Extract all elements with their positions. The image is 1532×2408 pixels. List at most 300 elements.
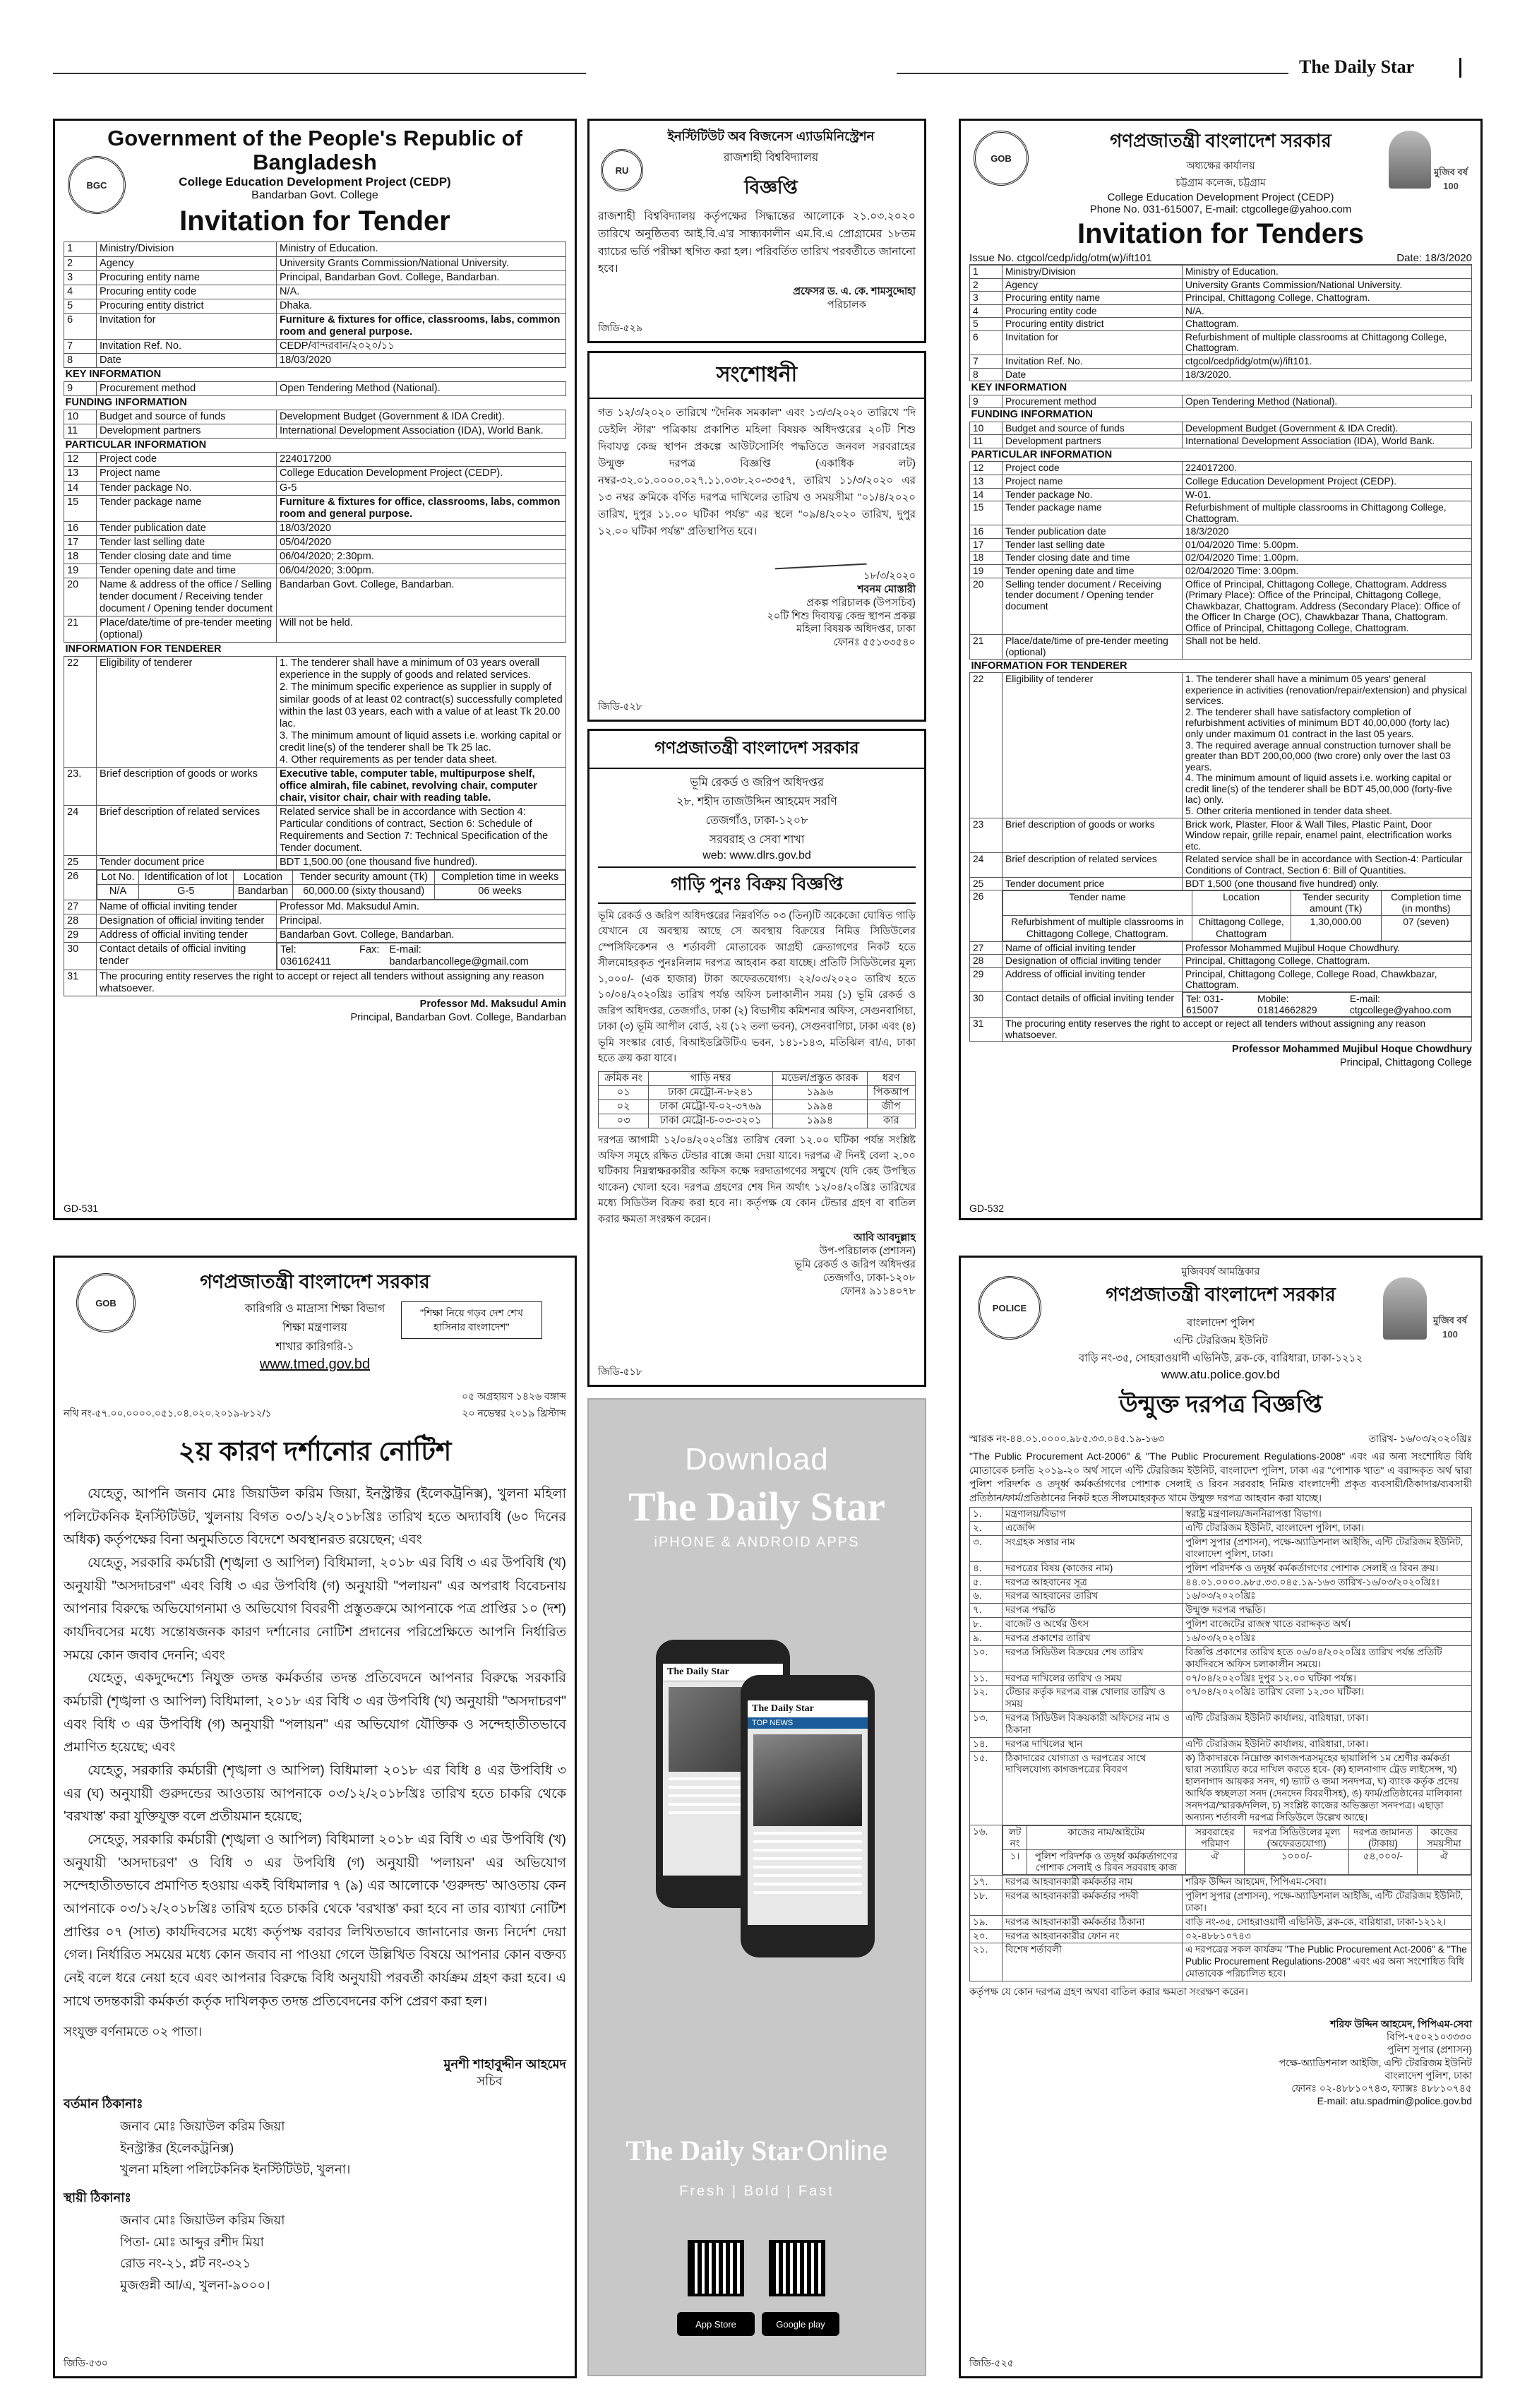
table-cell: শরিফ উদ্দিন আহমেদ, পিপিএম-সেবা। <box>1183 1876 1472 1890</box>
top-rule-left <box>53 73 586 74</box>
table-cell: এন্টি টেররিজম ইউনিট কার্যালয়, বারিধারা, ঢাকা। <box>1183 1712 1472 1738</box>
ad5-date: Date: 18/3/2020 <box>1396 252 1472 264</box>
table-cell: 5 <box>64 299 97 313</box>
table-cell: 20 <box>970 578 1003 635</box>
table-cell: 13 <box>64 467 97 481</box>
screen-right-photo <box>753 1734 862 1826</box>
vehicle-cell: ১৯৯৬ <box>773 1085 868 1099</box>
table-cell: Designation of official inviting tender <box>1003 955 1183 968</box>
table-row <box>970 1876 1472 1890</box>
table-cell: ৮. <box>970 1618 1003 1632</box>
table-row <box>970 1575 1472 1590</box>
table-cell: Related service shall be in accordance with Section-4: Particular Conditions of Contract, Section 6: Bill of Quantities. <box>1183 853 1472 877</box>
qr-code-android[interactable] <box>769 2240 825 2296</box>
ad5-college: চট্টগ্রাম কলেজ, চট্টগ্রাম <box>1175 177 1266 188</box>
table-cell: Tender package name <box>97 495 277 521</box>
table-row <box>970 955 1472 968</box>
table-cell: N/A. <box>1183 304 1472 318</box>
ad1-signer: Professor Md. Maksudul Amin <box>419 998 566 1010</box>
table-cell: Related service shall be in accordance with Section 4: Particular conditions of contract, Section 6: Schedule of Requirements and Section 7: Technical Specification of the Tender document. <box>277 806 566 856</box>
table-cell: Brick work, Plaster, Floor & Wall Tiles, Plastic Paint, Door Window repair, grille repair, enamel paint, electrification works etc. <box>1183 818 1472 853</box>
section-header <box>64 439 566 453</box>
table-row <box>64 942 566 970</box>
table-cell: ১৮. <box>970 1890 1003 1916</box>
table-cell: Principal, Bandarban Govt. College, Bandarban. <box>277 270 566 285</box>
table-cell: 06/04/2020; 2:30pm. <box>277 549 566 564</box>
ad1-college: Bandarban Govt. College <box>251 189 378 202</box>
table-cell: International Development Association (IDA), World Bank. <box>277 424 566 439</box>
table-cell: পুলিশ সুপার (প্রশাসন), পক্ষে-অ্যাডিশনাল আইজি, এন্টি টেররিজম ইউনিট, বাংলাদেশ পুলিশ, ঢাকা। <box>1183 1536 1472 1562</box>
table-cell: 22 <box>970 673 1003 818</box>
table-cell: Name & address of the office / Selling tender document / Receiving tender document / Opening tender document <box>97 578 277 616</box>
lot-head-cell: দরপত্র জামানত (টাকায়) <box>1349 1825 1418 1850</box>
vehicle-cell: ০৩ <box>599 1114 649 1128</box>
table-cell: College Education Development Project (CEDP). <box>277 467 566 481</box>
table-row <box>64 578 566 616</box>
lot-head-cell: Lot No. <box>97 871 139 885</box>
table-cell: 25 <box>970 877 1003 890</box>
table-row <box>64 424 566 439</box>
ad2-gd: জিডি-৫২৯ <box>598 322 642 333</box>
table-cell: Address of official inviting tender <box>1003 967 1183 991</box>
ad1-heading: Invitation for Tender <box>179 205 450 237</box>
table-row <box>970 1631 1472 1645</box>
table-row <box>64 914 566 928</box>
table-row <box>64 970 566 996</box>
table-cell: 10 <box>970 422 1003 435</box>
table-cell: Dhaka. <box>277 299 566 313</box>
table-cell: 17 <box>970 538 1003 552</box>
table-cell: Procurement method <box>97 382 277 396</box>
table-cell: Tender document price <box>1003 877 1183 890</box>
vehicle-cell: ঢাকা মেট্রো-চ-০৩-৩২০১ <box>649 1114 773 1128</box>
table-cell: 4 <box>970 304 1003 318</box>
ad-police-tender <box>959 1256 1483 2378</box>
table-cell: দরপত্র সিডিউল বিক্রয়ের শেষ তারিখ <box>1003 1645 1183 1671</box>
lot-cell: ১। <box>1003 1850 1027 1875</box>
table-cell: এন্টি টেররিজম ইউনিট কার্যালয়, বারিধারা, ঢাকা। <box>1183 1737 1472 1751</box>
section-header-cell: KEY INFORMATION <box>971 382 1067 394</box>
table-row <box>970 1618 1472 1632</box>
table-cell: Tender publication date <box>97 521 277 535</box>
ad6-heading: ২য় কারণ দর্শানোর নোটিশ <box>178 1437 452 1467</box>
table-cell: ১০. <box>970 1645 1003 1671</box>
lot-cell: ঐ <box>1185 1850 1245 1875</box>
table-cell: University Grants Commission/National University. <box>277 256 566 270</box>
table-cell: ০৭/০৪/২০২০খ্রিঃ দুপুর ১২.০০ ঘটিকা পর্যন্ত। <box>1183 1671 1472 1686</box>
table-cell: 24 <box>64 806 97 856</box>
lot-cell: 07 (seven) <box>1381 916 1471 941</box>
table-cell: ৬. <box>970 1590 1003 1604</box>
masthead-bar <box>1459 58 1461 78</box>
table-cell: 1 <box>64 242 97 256</box>
table-cell: ১৪. <box>970 1737 1003 1751</box>
table-cell: 8 <box>970 368 1003 381</box>
table-cell: Tender closing date and time <box>1003 552 1183 565</box>
section-header <box>64 368 566 382</box>
ad2-heading: বিজ্ঞপ্তি <box>744 177 798 198</box>
table-cell: Contact details of official inviting tender <box>1003 991 1183 1017</box>
table-cell: Open Tendering Method (National). <box>1183 395 1472 408</box>
contact-tel: Tel: 031-615007 <box>1186 993 1223 1015</box>
table-cell: 21 <box>64 616 97 643</box>
ad6-current-address <box>64 2116 566 2181</box>
ad6-signer-title: সচিব <box>477 2073 503 2088</box>
table-row <box>64 410 566 424</box>
table-cell: পুলিশ সুপার (প্রশাসন), পক্ষে-অ্যাডিশনাল আইজি, এন্টি টেররিজম ইউনিট, ঢাকা। <box>1183 1890 1472 1916</box>
ad2-univ: রাজশাহী বিশ্ববিদ্যালয় <box>723 152 819 164</box>
table-cell <box>1003 1825 1472 1876</box>
lot-head-cell: দরপত্র সিডিউলের মূল্য (অফেরতযোগ্য) <box>1245 1825 1349 1850</box>
notice-paragraph: যেহেতু, একদুদ্দেশ্যে নিযুক্ত তদন্ত কর্মকর্তার তদন্ত প্রতিবেদনে আপনার বিরুদ্ধে সরকারি কর্মচারী (শৃঙ্খলা ও আপিল) বিধিমালা, ২০১৮ এর বিধি ৩ এর উপবিধি (খ) অনুযায়ী "অসদাচরণ" এবং বিধি ৩ এর উপবিধি (গ) অনুযায়ী "পলায়ন" এর অভিযোগ যৌক্তিক ও সন্দেহাতীতভাবে প্রমাণিত হয়েছে; এবং <box>64 1671 566 1756</box>
table-row <box>64 564 566 578</box>
ad3-org2: মহিলা বিষয়ক অধিদপ্তর, ঢাকা <box>796 624 916 636</box>
phone-right-screen <box>748 1700 868 1925</box>
table-cell: Invitation Ref. No. <box>97 339 277 353</box>
table-cell: Procuring entity district <box>97 299 277 313</box>
table-row <box>64 806 566 856</box>
ad7-gd: জিডি-৫২৫ <box>969 2357 1014 2368</box>
address-line: মুজগুন্নী আ/এ, খুলনা-৯০০০। <box>120 2277 270 2292</box>
table-cell: Tender package name <box>1003 501 1183 525</box>
table-row <box>970 1686 1472 1712</box>
lot-head-cell: সরবরাহের পরিমাণ <box>1185 1825 1245 1850</box>
ad6-title: গণপ্রজাতন্ত্রী বাংলাদেশ সরকার <box>200 1271 430 1292</box>
table-row <box>970 488 1472 501</box>
table-cell: 9 <box>64 382 97 396</box>
eligibility-item: 1. The tenderer shall have a minimum 05 years' general experience in activities (renovation/repair/extension) and physical services. <box>1185 674 1467 707</box>
table-cell: Development Budget (Government & IDA Credit). <box>1183 422 1472 435</box>
ad7-web[interactable]: www.atu.police.gov.bd <box>1161 1368 1280 1381</box>
table-cell <box>97 870 566 900</box>
table-cell: CEDP/বান্দরবান/২০২০/১১ <box>277 339 566 353</box>
table-cell: Procuring entity code <box>97 285 277 299</box>
table-cell: পুলিশ পরিদর্শক ও তদূর্ধ্ব কর্মকর্তাগণের পোশাক সেলাই ও রিবন ক্রয়। <box>1183 1561 1472 1575</box>
address-line: পিতা- মোঃ আব্দুর রশীদ মিয়া <box>120 2234 264 2249</box>
table-row <box>970 355 1472 369</box>
table-cell: 24 <box>970 853 1003 877</box>
table-cell: Name of official inviting tender <box>97 900 277 914</box>
section-header <box>64 643 566 657</box>
table-cell: Invitation for <box>1003 330 1183 354</box>
lot-head-cell: Tender security amount (Tk) <box>293 871 435 885</box>
table-cell: 29 <box>64 928 97 942</box>
ad7-sig-lines <box>969 2030 1472 2107</box>
ad6-branch: শাখার কারিগরি-১ <box>275 1341 354 1353</box>
govt-seal: GOB <box>76 1273 136 1333</box>
table-cell: 30 <box>970 991 1003 1017</box>
section-header-cell: INFORMATION FOR TENDERER <box>971 660 1127 672</box>
contact-email: E-mail: bandarbancollege@gmail.com <box>389 943 529 967</box>
table-cell: উন্মুক্ত দরপত্র পদ্ধতি। <box>1183 1604 1472 1618</box>
table-cell: ৪৪.০১.০০০০.৯৮৫.৩৩.০৪৫.১৯-১৬৩ তারিখ-১৬/০৩/২০২০খ্রিঃ। <box>1183 1575 1472 1590</box>
table-cell: ঠিকাদারের যোগ্যতা ও দরপত্রের সাথে দাখিলযোগ্য কাগজপত্রের বিবরণ <box>1003 1751 1183 1825</box>
table-row <box>970 318 1472 331</box>
table-cell: Open Tendering Method (National). <box>277 382 566 396</box>
ad7-signature <box>969 2017 1472 2107</box>
ad6-cur-label: বর্তমান ঠিকানাঃ <box>64 2097 143 2111</box>
screen-right-topnews: TOP NEWS <box>748 1717 868 1729</box>
ad2-title: ইনস্টিটিউট অব বিজনেস এ্যাডমিনিস্ট্রেশন <box>667 129 875 143</box>
table-cell: দরপত্র দাখিলের স্থান <box>1003 1737 1183 1751</box>
table-cell: 7 <box>970 355 1003 369</box>
table-cell: University Grants Commission/National University. <box>1183 278 1472 292</box>
ad5-signature <box>969 1043 1472 1070</box>
vehicle-cell: জীপ <box>867 1099 915 1114</box>
ad6-permanent-address <box>64 2210 566 2296</box>
table-cell: Furniture & fixtures for office, classrooms, labs, common room and general purpose. <box>277 495 566 521</box>
table-cell: Shall not be held. <box>1183 635 1472 659</box>
table-cell: Refurbishment of multiple classrooms in Chittagong College, Chattogram. <box>1183 501 1472 525</box>
ad2-signer: প্রফেসর ড. এ. কে. শামসুদ্দোহা <box>793 286 916 298</box>
table-cell: Tender publication date <box>1003 525 1183 539</box>
table-row <box>970 1604 1472 1618</box>
table-row <box>64 467 566 481</box>
table-cell: ১১. <box>970 1671 1003 1686</box>
ad5-signer: Professor Mohammed Mujibul Hoque Chowdhury <box>1232 1044 1472 1056</box>
qr-code-ios[interactable] <box>688 2240 744 2296</box>
lot-table <box>1003 890 1471 941</box>
table-row <box>970 967 1472 991</box>
ad4-body: ভূমি রেকর্ড ও জরিপ অধিদপ্তরের নিম্নবর্ণিত ০৩ (তিন)টি অকেজো ঘোষিত গাড়ি যেখানে যে অবস্থায় আছে সে অবস্থায় বিক্রয়ের নিমিত্ত সিডিউলের স্পেসিফিকেশন ও শর্তাবলী মোতাবেক আগ্রহী ক্রেতাগণের নিকট হতে সীলমোহরকৃত পুনঃনিলাম দরপত্র আহবান করা যাচ্ছে। প্রতিটি সিডিউলের মূল্য ১,০০০/- (এক হাজার) টাকা অফেরতযোগ্য। ২২/০৩/২০২০ তারিখ হতে ১০/০৪/২০২০খ্রিঃ তারিখ পর্যন্ত অফিস চলাকালীন সময় (১) ভূমি রেকর্ড ও জরিপ অধিদপ্তর, তেজগাঁও, ঢাকা (২) বিভাগীয় কমিশনার অফিস, সেগুনবাগিচা, ঢাকা (৩) ভূমি আপীল বোর্ড, ২য় (১২ তলা ভবন), সেগুনবাগিচা, ঢাকা এবং (৪) ভূমি সংস্কার বোর্ড, বিআইডব্লিউটিএ ভবন, ১৪১-১৪৩, মতিঝিল বা/এ, ঢাকা হতে ক্রয় করা যাবে। <box>598 910 916 1065</box>
table-cell: দরপত্র আহবানের তারিখ <box>1003 1590 1183 1604</box>
table-cell: The procuring entity reserves the right to accept or reject all tenders without assigning any reason whatsoever. <box>1003 1018 1472 1042</box>
ad5-table <box>969 265 1472 1042</box>
ad6-ref-row <box>64 1388 566 1422</box>
ad7-sub: বাংলাদেশ পুলিশ <box>1186 1317 1255 1329</box>
table-cell: Tender last selling date <box>97 535 277 549</box>
table-cell: Refurbishment of multiple classrooms at Chittagong College, Chattogram. <box>1183 330 1472 354</box>
section-header <box>64 396 566 410</box>
table-cell: 26 <box>64 870 97 900</box>
ad1-project: College Education Development Project (CEDP) <box>179 175 451 189</box>
table-cell: 31 <box>970 1018 1003 1042</box>
ad4-signer-title: উপ-পরিচালক (প্রশাসন) <box>819 1246 916 1258</box>
daily-star-app-promo <box>587 1398 926 2376</box>
eligibility-item: 2. The tenderer shall have satisfactory completion of refurbishment activities of minimum BDT 40,00,000 (forty lac) only under maximum 01 contract in the last 05 years. <box>1185 706 1449 740</box>
table-cell: Ministry of Education. <box>1183 266 1472 279</box>
ad6-web[interactable]: www.tmed.gov.bd <box>259 1357 371 1372</box>
table-cell: Office of Principal, Chittagong College, Chattogram. Address (Primary Place): Office of the Principal, Chittagong College, Chawkbazar, Chattogram. Address (Secondary Place): Office of the Officer In Charge (OC), Chawkbazar Thana, Chattogram. Office of Principal, Chittagong College, Chattogram. <box>1183 578 1472 635</box>
eligibility-item: 5. Other criteria mentioned in tender data sheet. <box>1185 806 1392 817</box>
promo-online-word: Online <box>806 2135 888 2166</box>
table-cell: 9 <box>970 395 1003 408</box>
table-cell: Tender package No. <box>97 481 277 495</box>
table-cell <box>277 943 566 970</box>
ad5-title: গণপ্রজাতন্ত্রী বাংলাদেশ সরকার <box>1110 130 1331 151</box>
ad7-ref-row <box>969 1431 1472 1448</box>
ad4-web[interactable]: web: www.dlrs.gov.bd <box>702 850 811 862</box>
table-cell: 05/04/2020 <box>277 535 566 549</box>
ad7-addr: বাড়ি নং-৩৫, সোহরাওয়ার্দী এভিনিউ, ব্লক-কে, বারিধারা, ঢাকা-১২১২ <box>1078 1352 1363 1364</box>
lot-cell: G-5 <box>139 885 233 899</box>
ad7-ref-date: তারিখ- ১৬/০৩/২০২০খ্রিঃ <box>1368 1433 1472 1444</box>
table-row <box>970 1671 1472 1686</box>
ad3-heading: সংশোধনী <box>590 353 924 399</box>
table-cell: ctgcol/cedp/idg/otm(w)/ift101. <box>1183 355 1472 369</box>
ad3-phone: ফোনঃ ৫৫১৩৩৫৪০ <box>833 637 916 649</box>
table-cell: Project name <box>1003 475 1183 488</box>
table-cell: 21 <box>970 635 1003 659</box>
table-cell: ১৭. <box>970 1876 1003 1890</box>
table-cell: 17 <box>64 535 97 549</box>
table-cell: Agency <box>97 256 277 270</box>
ad6-date2: ২০ নভেম্বর ২০১৯ খ্রিস্টাব্দ <box>462 1407 566 1419</box>
ad4-phone: ফোনঃ ৯১১৪০৭৮ <box>840 1285 916 1297</box>
table-cell: 11 <box>970 435 1003 448</box>
table-cell: Brief description of goods or works <box>1003 818 1183 853</box>
ad6-paras <box>64 1483 566 2013</box>
table-row <box>970 538 1472 552</box>
screen-right-lines <box>753 1832 862 1895</box>
vehicle-head-cell: গাড়ি নম্বর <box>649 1071 773 1085</box>
table-cell: দরপত্র পদ্ধতি <box>1003 1604 1183 1618</box>
google-play-badge[interactable]: Google play <box>762 2312 839 2336</box>
top-rule-right <box>897 73 1288 74</box>
ad1-title: Government of the People's Republic of Bangladesh <box>107 126 522 175</box>
table-row <box>970 565 1472 578</box>
table-row <box>970 1890 1472 1916</box>
table-cell: Invitation for <box>97 313 277 339</box>
contact-email: E-mail: ctgcollege@yahoo.com <box>1349 993 1452 1015</box>
vehicle-cell: ঢাকা মেট্রো-ঘ-০২-৩৭৬৯ <box>649 1099 773 1114</box>
table-row <box>64 535 566 549</box>
table-row <box>970 1561 1472 1575</box>
table-cell: Procuring entity name <box>1003 292 1183 305</box>
table-cell: 29 <box>970 967 1003 991</box>
eligibility-item: 3. The minimum amount of liquid assets i.e. working capital or credit line(s) of the tenderer shall be Tk 25 lac. <box>280 729 561 753</box>
vehicle-cell: পিকআপ <box>867 1085 915 1099</box>
notice-paragraph: যেহেতু, সরকারি কর্মচারী (শৃঙ্খলা ও আপিল) বিধিমালা, ২০১৮ এর বিধি ৩ এর উপবিধি (খ) অনুযায়ী "অসদাচরণ" এবং বিধি ৩ এর উপবিধি (গ) অনুযায়ী "পলায়ন" এর অপরাধ বিবেচনায় আপনার বিরুদ্ধে অভিযোগনামা ও অভিযোগ বিবরণী প্রস্তুতক্রমে আপনাকে পত্র প্রাপ্তির ১০ (দশ) কার্যদিবসের মধ্যে সন্তোষজনক কারণ দর্শানোর নোটিশ প্রদানের পরিপ্রেক্ষিতে আপনি নির্ধারিত সময়ে কোন জবাব দেননি; এবং <box>64 1556 566 1663</box>
table-cell: The procuring entity reserves the right to accept or reject all tenders without assigning any reason whatsoever. <box>97 970 566 996</box>
signature-line: পুলিশ সুপার (প্রশাসন) <box>1387 2044 1472 2056</box>
table-cell: Procuring entity district <box>1003 318 1183 331</box>
masthead-brand: The Daily Star <box>1299 56 1415 77</box>
table-row <box>970 552 1472 565</box>
table-cell: 23. <box>64 767 97 805</box>
police-seal: POLICE <box>978 1276 1041 1340</box>
vehicle-head-cell: ক্রমিক নং <box>599 1071 649 1085</box>
table-cell: 13 <box>970 475 1003 488</box>
table-cell: ২. <box>970 1522 1003 1536</box>
table-cell: 11 <box>64 424 97 439</box>
table-cell: 3 <box>64 270 97 285</box>
table-cell: ৩. <box>970 1536 1003 1562</box>
table-row <box>970 422 1472 435</box>
table-row <box>970 330 1472 354</box>
rajshahi-univ-logo: RU <box>601 149 643 191</box>
table-row <box>970 525 1472 539</box>
ad6-enclosure: সংযুক্ত বর্ণনামতে ০২ পাতা। <box>64 2025 203 2039</box>
table-cell: ১. <box>970 1508 1003 1522</box>
lot-head <box>97 871 565 885</box>
table-cell: Brief description of related services <box>97 806 277 856</box>
address-line: রোড নং-২১, প্লট নং-৩২১ <box>120 2256 251 2271</box>
table-cell <box>1003 890 1472 942</box>
table-cell: স্বরাষ্ট্র মন্ত্রণালয়/জননিরাপত্তা বিভাগ। <box>1183 1508 1472 1522</box>
lot-cell: 1,30,000.00 <box>1291 916 1381 941</box>
table-cell: 5 <box>970 318 1003 331</box>
table-row <box>64 270 566 285</box>
section-header-cell: KEY INFORMATION <box>65 369 162 380</box>
table-cell: 28 <box>64 914 97 928</box>
table-cell <box>1183 992 1472 1017</box>
ad5-gd: GD-532 <box>969 1203 1005 1214</box>
ad3-date: ১৮/৩/২০২০ <box>863 571 916 582</box>
table-cell: 19 <box>64 564 97 578</box>
table-row <box>970 278 1472 292</box>
table-cell: 18/3/2020 <box>1183 525 1472 539</box>
table-cell: ক) ঠিকাদারকে নিম্নোক্ত কাগজপত্রসমূহের ছায়ালিপি ১ম শ্রেণীর কর্মকর্তা দ্বারা সত্যায়িত করে দাখিল করতে হবে- (ক) হালনাগাদ ট্রেড লাইসেন্স, খ) হালনাগাদ আয়কর সনদ, গ) ভ্যাট ও জমা সনদপত্র, ঘ) ব্যাংক কর্তৃক প্রদেয় আর্থিক স্বচ্ছলতা সনদ (দেনদেন বিবরণীসহ), ঙ) ফার্ম/প্রতিষ্ঠানের মালিকানা সনদপত্র/স্মারক/দলিল, চ) সংশ্লিষ্ট কাজের অভিজ্ঞতা সনদপত্র। এছাড়া অন্যান্য শর্তাবলী দরপত্র সিডিউলে উল্লেখ আছে। <box>1183 1751 1472 1825</box>
lot-head-cell: Tender security amount (Tk) <box>1291 891 1381 916</box>
table-row <box>970 368 1472 381</box>
ad7-top: মুজিববর্ষ আমন্ত্রিকার <box>1181 1265 1260 1277</box>
table-row <box>970 1018 1472 1042</box>
ad-vehicle-resale <box>587 729 926 1387</box>
section-header <box>970 408 1472 422</box>
table-row <box>64 481 566 495</box>
table-cell: 6 <box>970 330 1003 354</box>
table-cell: 7 <box>64 339 97 353</box>
table-cell: এ দরপত্রের সকল কার্যক্রম "The Public Procurement Act-2006" & "The Public Procurement Regulations-2008" এবং এর অন্য সংশোধিত বিধি মোতাবেক পরিচালিত হবে। <box>1183 1943 1472 1981</box>
table-cell: Selling tender document / Receiving tender document / Opening tender document <box>1003 578 1183 635</box>
table-row <box>970 1943 1472 1981</box>
promo-online-brand: The Daily Star <box>626 2135 803 2166</box>
table-cell: 25 <box>64 856 97 870</box>
table-cell: ৭. <box>970 1604 1003 1618</box>
table-cell: বিশেষ শর্তাবলী <box>1003 1943 1183 1981</box>
lot-cell: ঐ <box>1417 1850 1471 1875</box>
table-cell: Principal. <box>277 914 566 928</box>
table-cell: দরপত্র প্রকাশের তারিখ <box>1003 1631 1183 1645</box>
table-cell: G-5 <box>277 481 566 495</box>
lot-row <box>97 885 565 899</box>
vehicle-cell: কার <box>867 1114 915 1128</box>
table-cell: Tender package No. <box>1003 488 1183 501</box>
lot-cell: ৫৪,০০০/- <box>1349 1850 1418 1875</box>
ad3-body: গত ১২/৩/২০২০ তারিখে "দৈনিক সমকাল" এবং ১৩/৩/২০২০ তারিখে "দি ডেইলি স্টার" পত্রিকায় প্রকাশিত মহিলা বিষয়ক অধিদপ্তরের ২০টি শিশু দিবাযত্ন কেন্দ্র স্থাপন প্রকল্পে আউটসোর্সিং পদ্ধতিতে জনবল সরবরাহের উন্মুক্ত দরপত্র বিজ্ঞপ্তি (একাধিক লট) নম্বর-৩২.০১.০০০০.০২৭.১১.০৩৮.২০-৩৩৫৭, তারিখ ১১/৩/২০২০ এর ১৩ নম্বর ক্রমিকে বর্ণিত দরপত্র দাখিলের তারিখ ও সময়সীমা "০১/৪/২০২০ তারিখ, দুপুর ১১.০০ ঘটিকা পর্যন্ত" এর স্থলে "০৯/৪/২০২০ তারিখ, দুপুর ১২.০০ ঘটিকা পর্যন্ত" প্রতিস্থাপিত হবে। <box>598 407 916 537</box>
signature-line: বাংলাদেশ পুলিশ, ঢাকা <box>1384 2069 1472 2081</box>
table-cell: Date <box>1003 368 1183 381</box>
ad5-signer-title: Principal, Chittagong College <box>1340 1057 1472 1069</box>
app-store-badge[interactable]: App Store <box>677 2312 755 2336</box>
section-header-cell: INFORMATION FOR TENDERER <box>65 643 222 655</box>
address-line: ইনস্ট্রাক্টর (ইলেকট্রনিক্স) <box>120 2140 234 2155</box>
table-row <box>970 991 1472 1017</box>
table-row <box>970 501 1472 525</box>
table-cell: Development partners <box>97 424 277 439</box>
table-row <box>64 928 566 942</box>
section-header-cell: FUNDING INFORMATION <box>65 397 187 409</box>
ad1-signer-title: Principal, Bandarban Govt. College, Bandarban <box>350 1011 566 1023</box>
table-cell: Designation of official inviting tender <box>97 914 277 928</box>
ad7-signer: শরিফ উদ্দিন আহমেদ, পিপিএম-সেবা <box>1330 2017 1472 2029</box>
table-row <box>64 285 566 299</box>
eligibility-item: 1. The tenderer shall have a minimum of 03 years overall experience in the supply of goods and related services. <box>280 657 540 681</box>
signature-line: E-mail: atu.spadmin@police.gov.bd <box>1317 2095 1472 2107</box>
table-cell: 23 <box>970 818 1003 853</box>
table-row <box>970 578 1472 635</box>
table-cell: 18/03/2020 <box>277 521 566 535</box>
table-cell <box>277 657 566 768</box>
table-row <box>970 1929 1472 1943</box>
vehicle-cell: ০২ <box>599 1099 649 1114</box>
table-cell: Bandarban Govt. College, Bandarban. <box>277 578 566 616</box>
table-cell: Project name <box>97 467 277 481</box>
lot-head <box>1003 891 1471 916</box>
section-header <box>970 381 1472 395</box>
table-cell: 01/04/2020 Time: 5.00pm. <box>1183 538 1472 552</box>
